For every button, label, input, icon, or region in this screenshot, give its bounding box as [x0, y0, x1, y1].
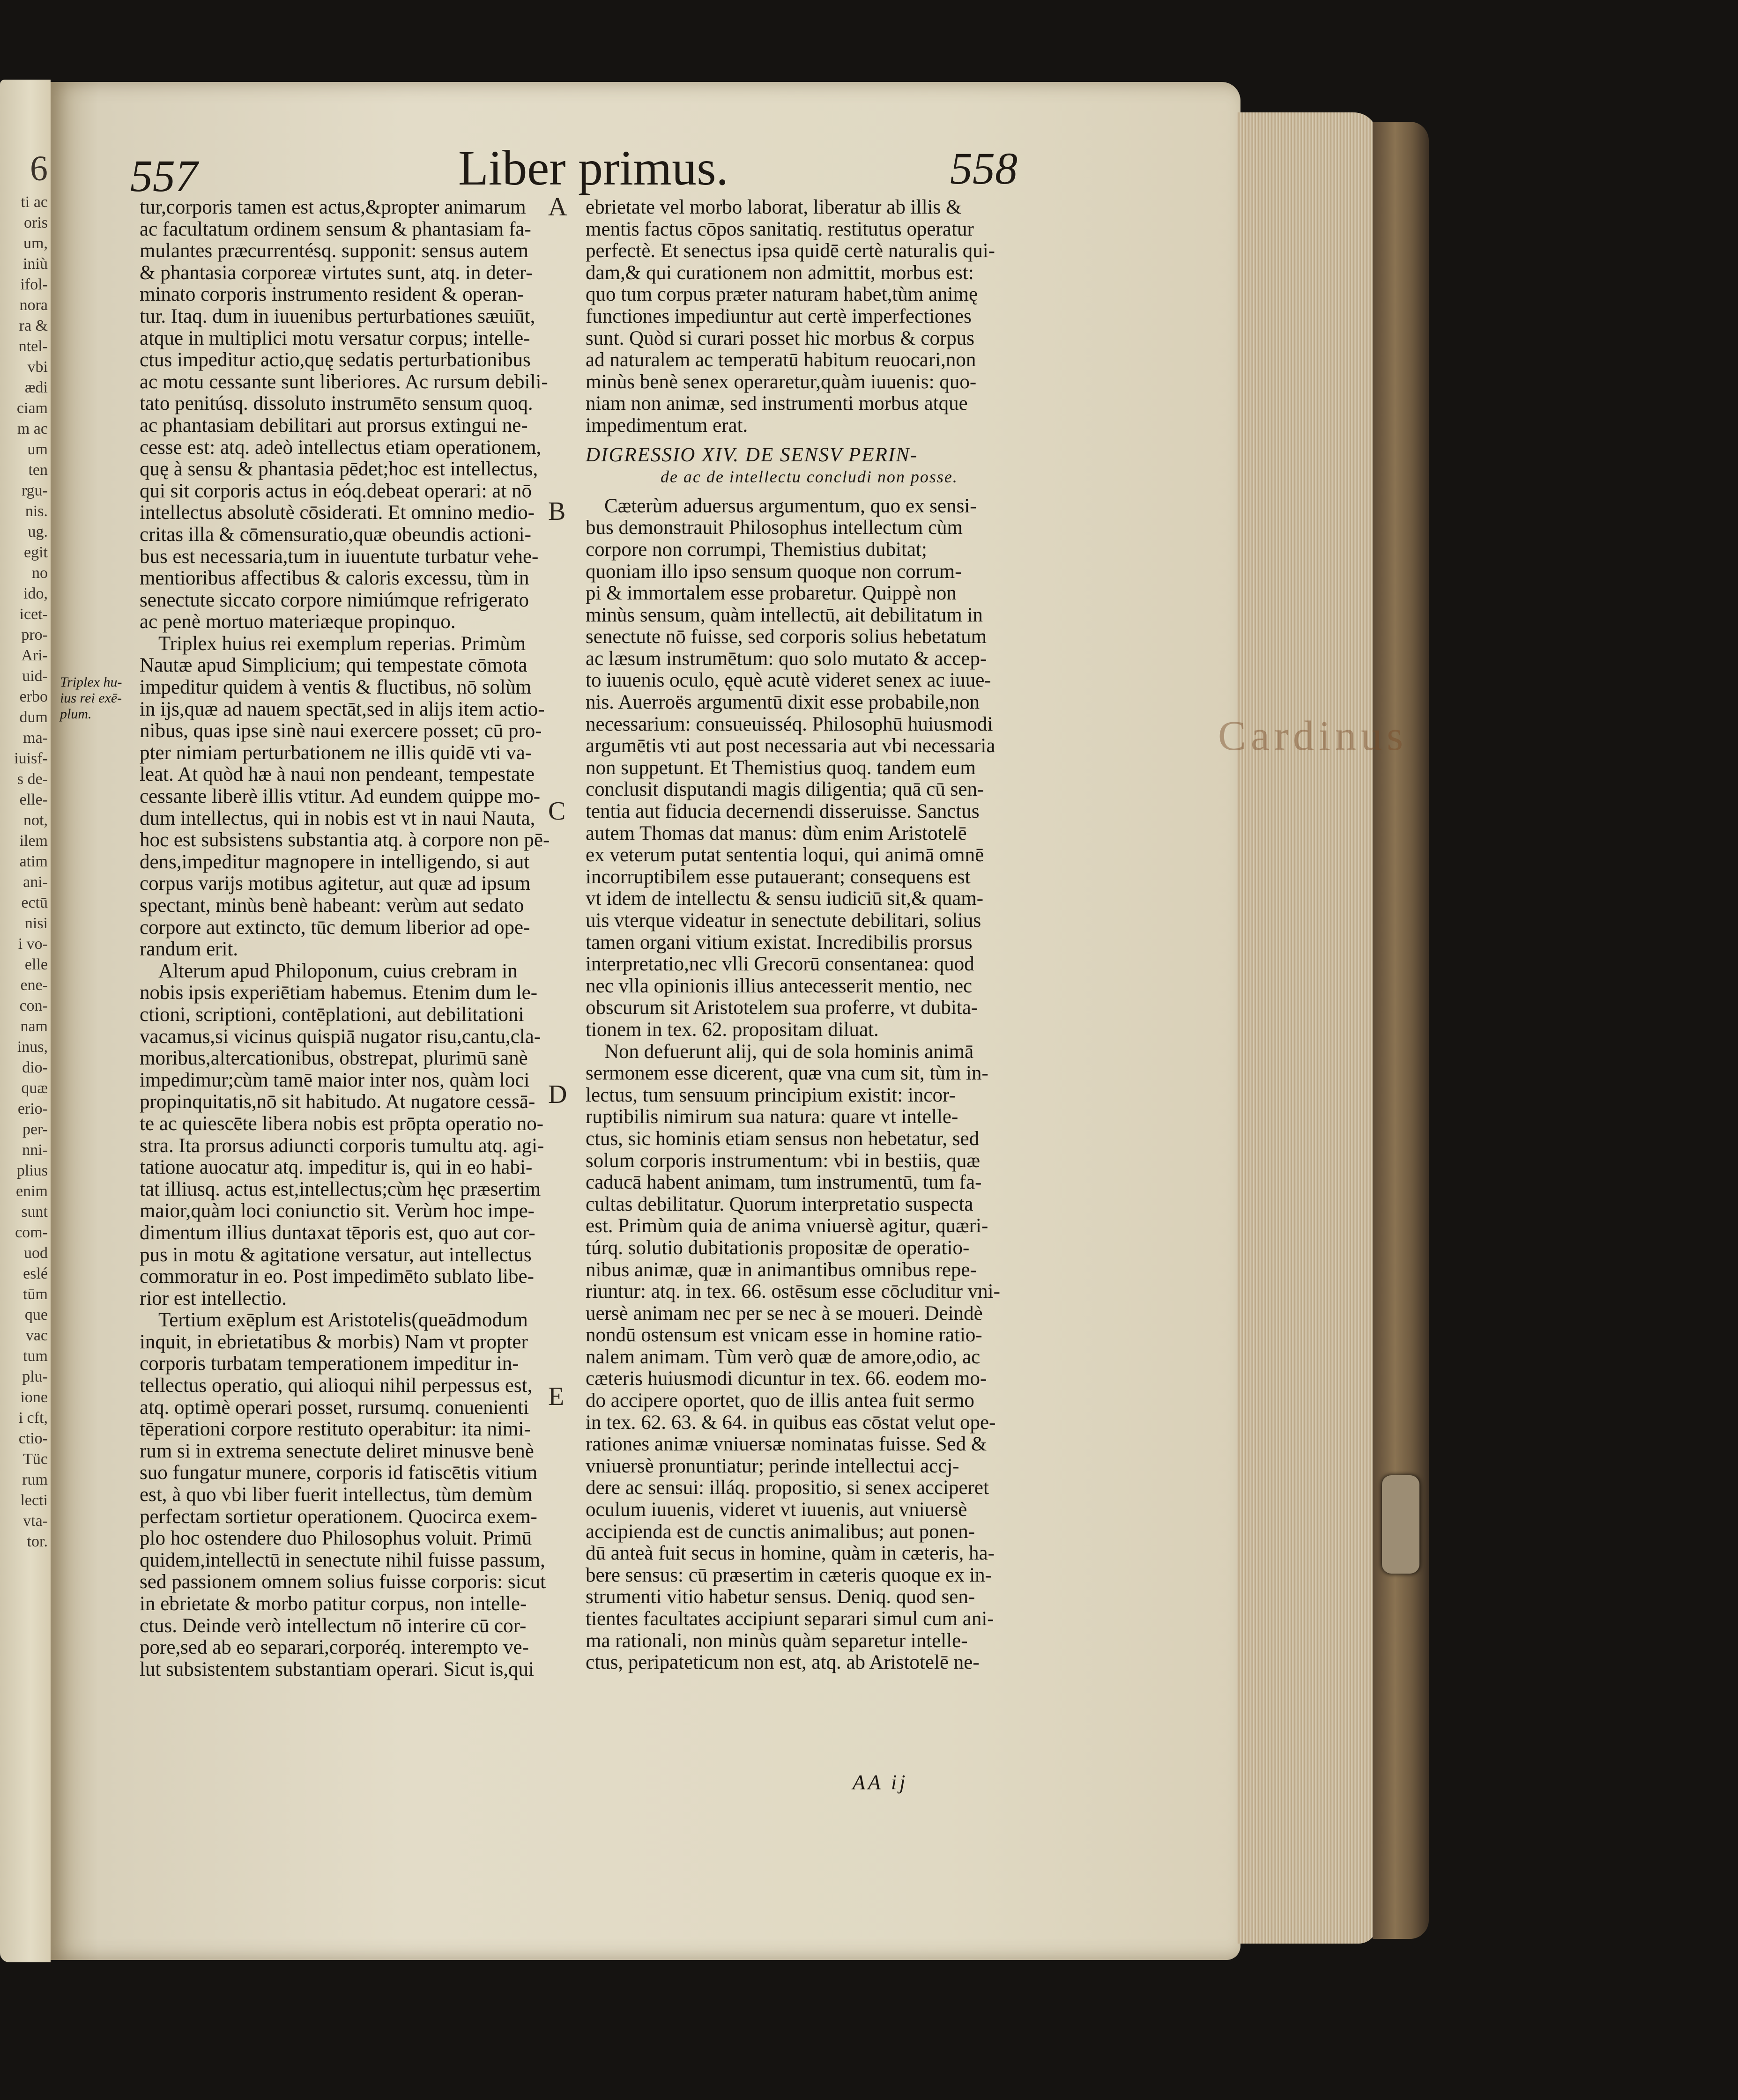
section-marker-c: C: [548, 797, 566, 826]
text-line: in ijs,quæ ad nauem spectāt,sed in alijs item actio-: [140, 698, 545, 720]
text-line: inquit, in ebrietatibus & morbis) Nam vt propter: [140, 1331, 528, 1353]
page-number-right: 558: [950, 143, 1018, 193]
text-line: lectus, tum sensuum principium existit: incor-: [586, 1084, 956, 1106]
text-line: sunt. Quòd si curari posset hic morbus & corpus: [586, 327, 975, 349]
text-line: nibus animæ, quæ in animantibus omnibus repe-: [586, 1258, 977, 1281]
left-page-fragment: enim: [16, 1183, 48, 1200]
text-line: randum erit.: [140, 938, 238, 961]
text-line: obscurum sit Aristotelem sua proferre, vt dubita-: [586, 997, 978, 1019]
left-page-fragment: nisi: [24, 915, 48, 932]
text-line: tatione auocatur atq. impeditur is, qui in eo habi-: [140, 1156, 533, 1179]
text-line: lut subsistentem substantiam operari. Sicut is,qui: [140, 1658, 535, 1680]
text-line: intellectus absolutè cōsiderati. Et omnino medio-: [140, 502, 535, 524]
text-line: minùs sensum, quàm intellectū, ait debilitatum in: [586, 604, 983, 626]
left-page-fragment: tūm: [23, 1286, 48, 1303]
text-line: impeditur quidem à ventis & fluctibus, nō solùm: [140, 676, 532, 699]
left-page-fragment: s de-: [17, 770, 48, 788]
text-line: ctus impeditur actio,quę sedatis perturbationibus: [140, 349, 531, 371]
text-line: cessante liberè illis vtitur. Ad eundem quippe mo-: [140, 785, 541, 808]
text-line: Nautæ apud Simplicium; qui tempestate cōmota: [140, 654, 527, 677]
text-line: sed passionem omnem solius fuisse corporis: sicut: [140, 1571, 546, 1593]
left-page-fragment: ione: [20, 1389, 48, 1406]
left-page-fragment: plu-: [22, 1368, 48, 1385]
text-line: tur,corporis tamen est actus,&propter animarum: [140, 196, 526, 218]
text-line: corpore non corrumpi, Themistius dubitat;: [586, 538, 927, 561]
text-line: leat. At quòd hæ à naui non pendeant, tempestate: [140, 763, 535, 786]
text-line: non suppetunt. Et Themistius quoq. tandem eum: [586, 756, 976, 779]
text-line: te ac quiescēte libera nobis est prōpta operatio no-: [140, 1112, 544, 1135]
left-page-fragment: inus,: [17, 1038, 48, 1056]
text-line: Triplex huius rei exemplum reperias. Primùm: [158, 632, 526, 655]
text-line: tientes facultates accipiunt separari simul cum ani-: [586, 1608, 994, 1630]
left-page-fragment: eslé: [23, 1265, 48, 1282]
left-page-fragment: oris: [24, 214, 48, 231]
section-subheading: de ac de intellectu concludi non posse.: [661, 467, 958, 487]
text-line: túrq. solutio dubitationis propositæ de operatio-: [586, 1236, 970, 1259]
margin-note: [60, 674, 122, 722]
text-line: nalem animam. Tùm verò quæ de amore,odio, ac: [586, 1346, 980, 1368]
left-page-fragment: tor.: [27, 1533, 48, 1550]
text-line: rationes animæ vniuersæ nominatas fuisse. Sed &: [586, 1433, 987, 1456]
text-line: ma rationali, non minùs quàm separetur intelle-: [586, 1629, 968, 1652]
text-line: conclusit disputandi magis diligentia; quā cū sen-: [586, 778, 984, 801]
left-page-edge: [0, 80, 51, 1962]
text-line: ctus. Deinde verò intellectum nō interire cū cor-: [140, 1614, 527, 1637]
text-line: tentia aut fiducia decernendi disseruisse. Sanctus: [586, 800, 980, 823]
left-page-fragment: com-: [15, 1224, 48, 1241]
text-line: ac motu cessante sunt liberiores. Ac rursum debili-: [140, 370, 548, 393]
left-page-fragment: erbo: [19, 688, 48, 705]
text-line: oculum iuuenis, videret vt iuuenis, aut vniuersè: [586, 1499, 967, 1521]
left-page-fragment: pro-: [21, 626, 48, 643]
text-line: impedimur;cùm tamē maior inter nos, quàm loci: [140, 1069, 530, 1091]
text-line: Tertium exēplum est Aristotelis(queādmodum: [158, 1309, 528, 1331]
text-line: corpore aut extincto, tūc demum liberior ad ope-: [140, 916, 530, 939]
text-line: corporis turbatam temperationem impeditur in-: [140, 1353, 519, 1375]
text-line: corpus varijs motibus agitetur, aut quæ ad ipsum: [140, 873, 531, 895]
left-page-fragment: nam: [20, 1018, 48, 1035]
text-line: stra. Ita prorsus adiuncti corporis tumultu atq. agi-: [140, 1134, 544, 1157]
text-line: minùs benè senex operaretur,quàm iuuenis: quo-: [586, 370, 977, 393]
left-page-fragment: i vo-: [18, 935, 48, 953]
signature-mark: AA ij: [853, 1771, 908, 1794]
text-line: vacamus,si vicinus quispiā nugator risu,cantu,cla-: [140, 1025, 541, 1048]
section-heading: DIGRESSIO XIV. DE SENSV PERIN-: [586, 444, 918, 466]
text-line: ac læsum instrumētum: quo solo mutato & accep-: [586, 647, 987, 670]
text-line: do accipere oportet, quo de illis antea fuit sermo: [586, 1390, 974, 1412]
right-column: [586, 197, 1019, 1674]
text-line: Alterum apud Philoponum, cuius crebram in: [158, 960, 518, 982]
text-line: spectant, minùs benè habeant: verùm aut sedato: [140, 895, 524, 917]
left-page-fragment: ug.: [28, 523, 48, 540]
text-line: atq. optimè operari posset, rursumq. conuenienti: [140, 1396, 529, 1419]
text-line: ruptibilis nimirum sua natura: quare vt intelle-: [586, 1106, 958, 1128]
text-line: dum intellectus, qui in nobis est vt in naui Nauta,: [140, 807, 535, 829]
text-line: qui sit corporis actus in eóq.debeat operari: at nō: [140, 480, 532, 502]
text-line: tur. Itaq. dum in iuuenibus perturbationes sæuiūt,: [140, 305, 535, 327]
text-line: nibus, quas ipse sinè naui exercere posset; cū pro-: [140, 720, 542, 742]
text-line: mentioribus affectibus & caloris excessu, tùm in: [140, 567, 529, 590]
text-line: est. Primùm quia de anima vniuersè agitur, quæri-: [586, 1215, 988, 1237]
left-page-fragment: ene-: [20, 976, 48, 994]
left-page-fragment: um: [27, 441, 48, 458]
text-line: uis vterque videatur in senectute debilitari, solius: [586, 910, 981, 932]
left-page-fragment: i cft,: [18, 1409, 48, 1427]
text-line: to iuuenis oculo, ęquè acutè videret senex ac iuue-: [586, 669, 991, 692]
left-page-fragment: atim: [19, 853, 48, 870]
left-page-fragment: dio-: [22, 1059, 48, 1076]
text-line: vniuersè pronuntiatur; perinde intellectui accj-: [586, 1455, 959, 1477]
text-line: ctioni, scriptioni, contēplationi, aut debilitationi: [140, 1003, 524, 1026]
section-marker-b: B: [548, 497, 566, 526]
left-page-fragment: ma-: [23, 729, 48, 747]
text-line: uersè animam nec per se nec à se moueri. Deindè: [586, 1302, 983, 1324]
margin-note-line: Triplex hu-: [60, 674, 122, 690]
text-line: pter nimiam perturbationem ne illis quidē vti va-: [140, 741, 532, 764]
text-line: suo fungatur munere, corporis id fatiscētis vitium: [140, 1462, 538, 1484]
left-page-fragment: uid-: [22, 667, 48, 685]
left-page-fragment: vbi: [27, 358, 48, 376]
text-line: bere sensus: cū præsertim in cæteris quoque ex in-: [586, 1564, 992, 1586]
running-head: [51, 140, 1240, 205]
left-page-fragment: not,: [23, 812, 48, 829]
left-page-fragment: ædi: [24, 379, 48, 396]
text-line: est, à quo vbi liber fuerit intellectus, tùm demùm: [140, 1484, 533, 1506]
text-line: plo hoc ostendere duo Philosophus voluit. Primū: [140, 1527, 532, 1550]
left-page-fragment: nora: [19, 296, 48, 314]
left-page-fragment: sunt: [21, 1203, 48, 1220]
left-page-fragment: ani-: [23, 873, 48, 891]
left-column: [140, 197, 566, 1680]
text-line: nondū ostensum est vnicam esse in homine ratio-: [586, 1324, 982, 1346]
text-line: quo tum corpus præter naturam habet,tùm animę: [586, 283, 978, 306]
text-line: ac phantasiam debilitari aut prorsus extingui ne-: [140, 414, 528, 436]
left-page-fragment: iniù: [23, 255, 48, 273]
left-page-fragment: uod: [24, 1244, 48, 1262]
book-cover-edge: [1373, 122, 1429, 1939]
text-line: incorruptibilem esse putauerant; consequens est: [586, 865, 971, 888]
left-page-fragment: lecti: [20, 1492, 48, 1509]
left-page-fragment: nni-: [22, 1141, 48, 1159]
text-line: & phantasia corporeæ virtutes sunt, atq. in deter-: [140, 261, 533, 284]
text-line: dū anteà fuit secus in homine, quàm in cæteris, ha-: [586, 1542, 995, 1565]
text-line: ad naturalem ac temperatū habitum reuocari,non: [586, 349, 976, 371]
text-line: senectute nō fuisse, sed corporis solius hebetatum: [586, 626, 987, 648]
text-line: dimentum illius duntaxat tēporis est, quo aut cor-: [140, 1221, 535, 1244]
text-line: strumenti vitio habetur sensus. Deniq. quod sen-: [586, 1586, 975, 1608]
left-page-number: 6: [30, 149, 48, 188]
text-line: maior,quàm loci coniunctio sit. Verùm hoc impe-: [140, 1200, 535, 1222]
text-line: tēperationi corpore restituto operabitur: ita nimi-: [140, 1418, 531, 1441]
left-page-fragment: um,: [23, 235, 48, 252]
text-line: pore,sed ab eo separari,corporéq. interempto ve-: [140, 1636, 529, 1659]
left-page-fragment: nis.: [25, 503, 48, 520]
left-page-fragment: Tüc: [23, 1450, 48, 1468]
text-line: in ebrietate & morbo patitur corpus, non intelle-: [140, 1593, 527, 1615]
text-line: ctus, peripateticum non est, atq. ab Aristotelē ne-: [586, 1651, 980, 1674]
text-line: tionem in tex. 62. propositam diluat.: [586, 1018, 879, 1041]
text-line: ebrietate vel morbo laborat, liberatur ab illis &: [586, 196, 962, 218]
text-line: pi & immortalem esse probaretur. Quippè non: [586, 582, 957, 605]
left-page-fragment: iuisf-: [14, 750, 48, 767]
left-page-fragment: ntel-: [18, 338, 48, 355]
text-line: minato corporis instrumento resident & operan-: [140, 283, 524, 306]
text-line: sermonem esse dicerent, quæ vna cum sit, tùm in-: [586, 1062, 988, 1085]
left-page-fragment: Ari-: [21, 647, 48, 664]
text-line: senectute siccato corpore nimiúmque refrigerato: [140, 589, 529, 611]
text-line: impedimentum erat.: [586, 414, 748, 436]
left-page-fragment: no: [32, 564, 48, 582]
left-page-fragment: ifol-: [20, 276, 48, 293]
text-line: Cæterùm aduersus argumentum, quo ex sensi-: [604, 495, 977, 517]
text-line: tellectus operatio, qui alioqui nihil perpessus est,: [140, 1375, 533, 1397]
text-line: ac penè mortuo materiæque propinquo.: [140, 611, 456, 633]
text-line: commoratur in eo. Post impedimēto sublato libe-: [140, 1265, 534, 1288]
text-line: solum corporis instrumentum: vbi in bestiis, quæ: [586, 1149, 980, 1172]
text-line: tamen organi vitium existat. Incredibilis prorsus: [586, 931, 973, 954]
text-line: dere ac sensui: illáq. propositio, si senex acciperet: [586, 1477, 989, 1499]
text-line: perfectè. Et senectus ipsa quidē certè naturalis qui-: [586, 240, 995, 262]
text-line: rior est intellectio.: [140, 1287, 287, 1309]
text-line: dens,impeditur magnopere in intelligendo, si aut: [140, 850, 530, 873]
left-page-fragment: vac: [25, 1327, 48, 1344]
text-line: riuntur: atq. in tex. 66. ostēsum esse cōcluditur vni-: [586, 1280, 1000, 1303]
text-line: tat illiusq. actus est,intellectus;cùm hęc præsertim: [140, 1178, 541, 1200]
text-line: propinquitatis,nō sit habitudo. At nugatore cessā-: [140, 1091, 535, 1113]
page-title: Liber primus.: [458, 140, 728, 195]
left-page-fragment: rgu-: [21, 482, 48, 499]
text-line: quoniam illo ipso sensum quoque non corrum-: [586, 560, 962, 583]
left-page-fragment: per-: [22, 1121, 48, 1138]
text-line: rum si in extrema senectute deliret minusve benè: [140, 1440, 534, 1462]
fore-edge: [1237, 112, 1377, 1944]
text-line: ctus, sic hominis etiam sensus non hebetatur, sed: [586, 1127, 980, 1150]
text-line: atque in multiplici motu versatur corpus; intelle-: [140, 327, 530, 349]
text-line: cæteris huiusmodi dicuntur in tex. 66. eodem mo-: [586, 1368, 987, 1390]
left-page-fragment: elle-: [19, 791, 48, 808]
text-line: dam,& qui curationem non admittit, morbus est:: [586, 261, 974, 284]
section-marker-e: E: [548, 1382, 564, 1411]
text-line: hoc est subsistens substantia atq. à corpore non pē-: [140, 829, 550, 851]
text-line: necessarium: consueuisséq. Philosophū huiusmodi: [586, 713, 993, 735]
left-page-fragment: elle: [24, 956, 48, 973]
page-number-left: 557: [130, 151, 198, 201]
left-page-fragment: plius: [16, 1162, 48, 1179]
section-marker-a: A: [548, 192, 567, 222]
left-page-fragment: ten: [28, 461, 48, 479]
text-line: cultas debilitatur. Quorum interpretatio suspecta: [586, 1193, 973, 1215]
text-line: nobis ipsis experiētiam habemus. Etenim dum le-: [140, 982, 538, 1004]
text-line: moribus,altercationibus, obstrepat, plurimū sanè: [140, 1047, 528, 1070]
text-line: ac facultatum ordinem sensum & phantasiam fa-: [140, 218, 531, 240]
text-line: vt idem de intellectu & sensu iudiciū sit,& quam-: [586, 887, 984, 910]
text-line: quę à sensu & phantasia pēdet;hoc est intellectus,: [140, 458, 538, 481]
text-line: bus est necessaria,tum in iuuentute turbatur vehe-: [140, 545, 539, 568]
text-line: pus in motu & agitatione versatur, aut intellectus: [140, 1243, 532, 1266]
text-line: bus demonstrauit Philosophus intellectum cùm: [586, 517, 963, 539]
text-line: nis. Auerroës argumentū dixit esse probabile,non: [586, 691, 980, 714]
text-line: mulantes præcurrentésq. supponit: sensus autem: [140, 240, 528, 262]
section-marker-d: D: [548, 1080, 567, 1109]
left-page-fragment: m ac: [17, 420, 48, 437]
left-page-fragment: con-: [19, 997, 48, 1014]
text-line: autem Thomas dat manus: dùm enim Aristotelē: [586, 822, 967, 844]
text-line: cesse est: atq. adeò intellectus etiam operationem,: [140, 436, 542, 458]
margin-note-line: ius rei exē-: [60, 690, 122, 706]
text-line: caducā habent animam, tum instrumentū, tum fa-: [586, 1171, 982, 1194]
text-line: tato penitúsq. dissoluto instrumēto sensum quoq.: [140, 392, 533, 415]
left-page-fragment: ciam: [16, 399, 48, 417]
left-page-fragment: ra &: [19, 317, 48, 334]
text-line: quidem,intellectū in senectute nihil fuisse passum,: [140, 1549, 545, 1571]
text-line: argumētis vti aut post necessaria aut vbi necessaria: [586, 735, 995, 757]
clasp: [1382, 1475, 1419, 1574]
left-page-fragment: egit: [24, 544, 48, 561]
text-line: interpretatio,nec vlli Grecorū consentanea: quod: [586, 953, 974, 976]
text-line: nec vlla opinionis illius antecesserit mentio, nec: [586, 975, 973, 997]
left-page-fragment: ctio-: [18, 1430, 48, 1447]
left-page-fragment: ti ac: [21, 193, 48, 211]
text-line: functiones impediuntur aut certè imperfectiones: [586, 305, 972, 327]
text-line: Non defuerunt alij, qui de sola hominis animā: [604, 1040, 974, 1063]
left-page-fragment: dum: [19, 709, 48, 726]
fore-edge-inscription: Cardinus: [1218, 713, 1408, 759]
left-page-fragment: rum: [22, 1471, 48, 1488]
left-page-fragment: tum: [23, 1347, 48, 1365]
text-line: critas illa & cōmensuratio,quæ obeundis actioni-: [140, 523, 531, 546]
text-line: mentis factus cōpos sanitatiq. restitutus operatur: [586, 218, 974, 240]
text-line: in tex. 62. 63. & 64. in quibus eas cōstat velut ope-: [586, 1411, 996, 1434]
left-page-fragment: ilem: [19, 832, 48, 850]
left-page-fragment: erio-: [17, 1100, 48, 1117]
left-page-fragment: vta-: [23, 1512, 48, 1530]
text-line: niam non animæ, sed instrumenti morbus atque: [586, 392, 968, 415]
text-line: ex veterum putat sententia loqui, qui animā omnē: [586, 844, 984, 866]
text-line: perfectam sortietur operationem. Quocirca exem-: [140, 1505, 537, 1528]
text-line: accipienda est de cunctis animalibus; aut ponen-: [586, 1520, 975, 1543]
left-page-fragment: que: [24, 1306, 48, 1324]
left-page-fragment: icet-: [19, 606, 48, 623]
left-page-fragment: ido,: [23, 585, 48, 602]
margin-note-line: plum.: [60, 706, 92, 722]
left-page-fragment: ectū: [21, 894, 48, 911]
left-page-fragment: quæ: [21, 1080, 48, 1097]
